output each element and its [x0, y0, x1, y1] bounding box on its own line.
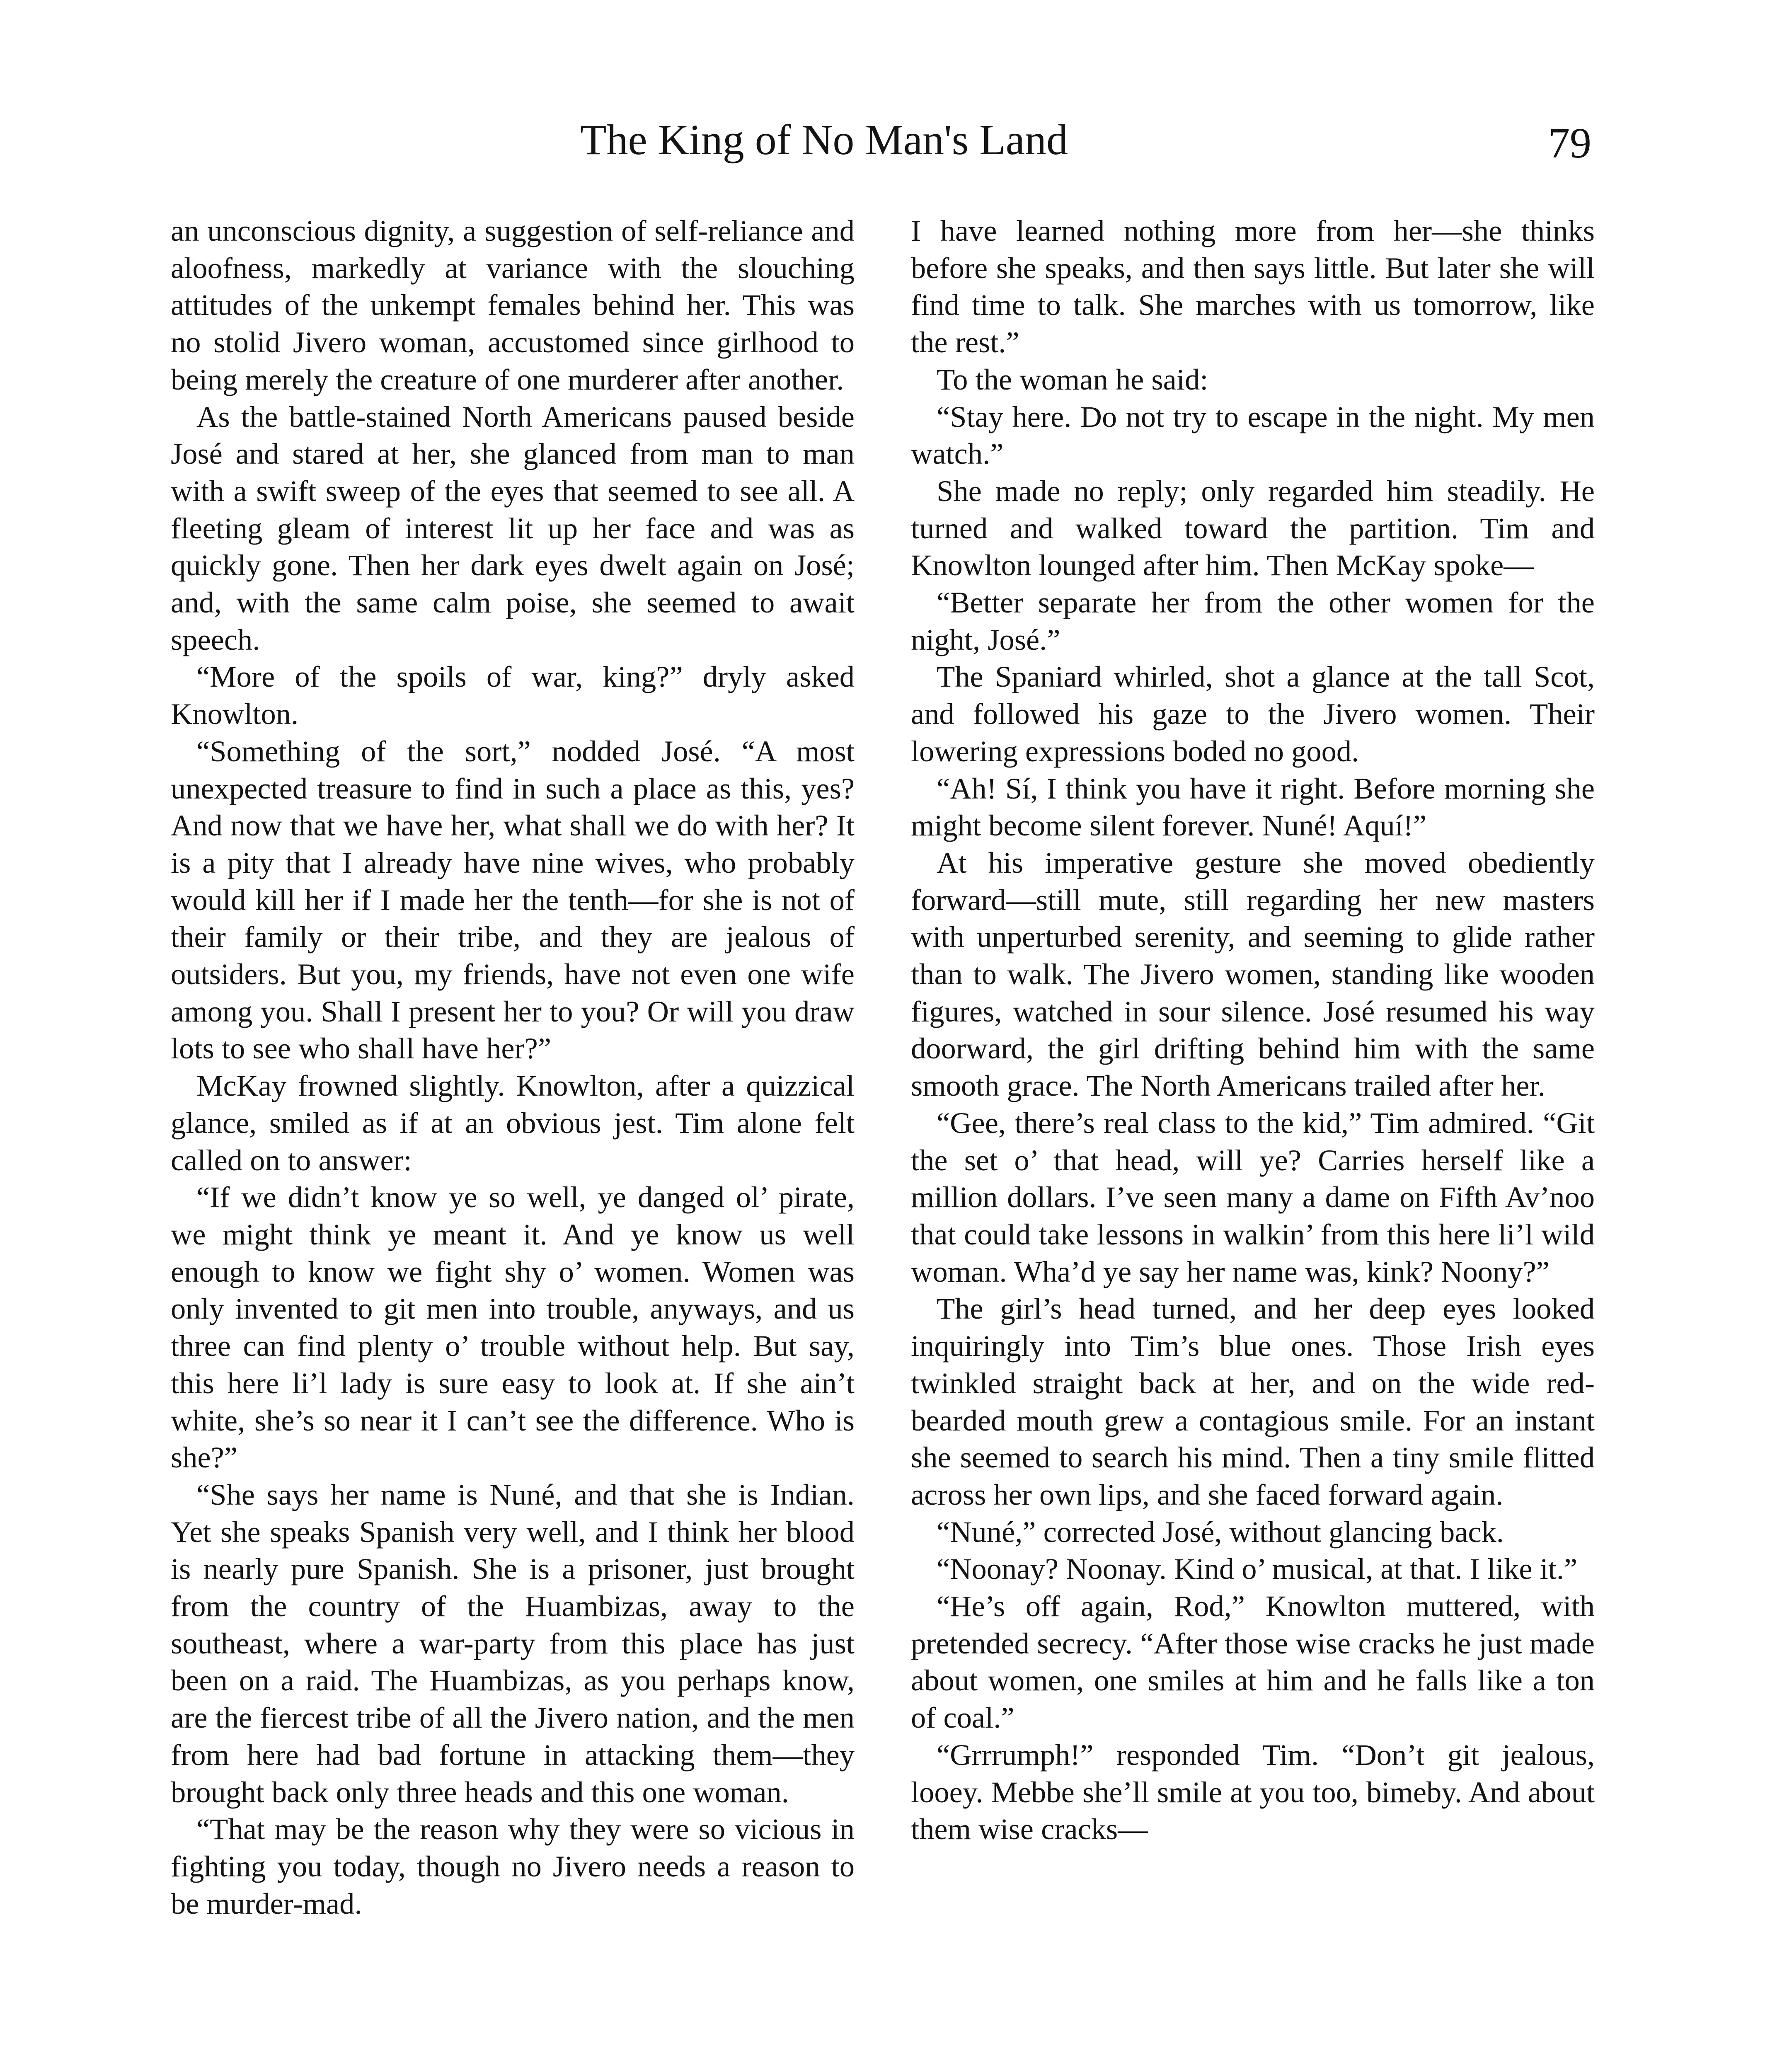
page-number: 79 [1548, 119, 1591, 167]
paragraph: “Ah! Sí, I think you have it right. Before morning she might become silent forever. Nuné! Aquí!” [911, 771, 1595, 842]
paragraph: The girl’s head turned, and her deep eyes looked inquiringly into Tim’s blue ones. Those Irish eyes twinkled straight back at her, and on the wide red-bearded mouth grew a contagious smile. For an instant she seemed to search his mind. Then a tiny smile flitted across her own lips, and she faced forward again. [911, 1292, 1595, 1511]
paragraph: “Something of the sort,” nodded José. “A most unexpected treasure to find in such a place as this, yes? And now that we have her, what shall we do with her? It is a pity that I already have nine wives, who probably would kill her if I made her the tenth—for she is not of their family or their tribe, and they are jealous of outsiders. But you, my friends, have not even one wife among you. Shall I present her to you? Or will you draw lots to see who shall have her?” [171, 734, 855, 1065]
paragraph: McKay frowned slightly. Knowlton, after a quizzical glance, smiled as if at an obvious jest. Tim alone felt called on to answer: [171, 1069, 855, 1177]
paragraph: “Grrrumph!” responded Tim. “Don’t git jealous, looey. Mebbe she’ll smile at you too, bimeby. And about them wise cracks— [911, 1738, 1595, 1846]
paragraph: I have learned nothing more from her—she thinks before she speaks, and then says little. But later she will find time to talk. She marches with us tomorrow, like the rest.” [911, 214, 1595, 359]
paragraph: “He’s off again, Rod,” Knowlton muttered, with pretended secrecy. “After those wise cracks he just made about women, one smiles at him and he falls like a ton of coal.” [911, 1589, 1595, 1735]
paragraph: To the woman he said: [937, 362, 1208, 396]
paragraph: “Nuné,” corrected José, without glancing back. [937, 1515, 1504, 1549]
paragraph: an unconscious dignity, a suggestion of self-reliance and aloofness, markedly at variance with the slouching attitudes of the unkempt females behind her. This was no stolid Jivero woman, accustomed since girlhood to being merely the creature of one murderer after another. [171, 214, 855, 396]
left-column [171, 212, 855, 1922]
paragraph: “If we didn’t know ye so well, ye danged ol’ pirate, we might think ye meant it. And ye know us well enough to know we fight shy o’ women. Women was only invented to git men into trouble, anyways, and us three can find plenty o’ trouble without help. But say, this here li’l lady is sure easy to look at. If she ain’t white, she’s so near it I can’t see the difference. Who is she?” [171, 1180, 855, 1474]
paragraph: She made no reply; only regarded him steadily. He turned and walked toward the partition. Tim and Knowlton lounged after him. Then McKay spoke— [911, 474, 1595, 582]
running-title: The King of No Man's Land [580, 116, 1068, 164]
paragraph: “Noonay? Noonay. Kind o’ musical, at that. I like it.” [937, 1552, 1578, 1586]
page-header [0, 111, 1782, 177]
paragraph: “That may be the reason why they were so vicious in fighting you today, though no Jivero needs a reason to be murder-mad. [171, 1812, 855, 1920]
paragraph: “She says her name is Nuné, and that she is Indian. Yet she speaks Spanish very well, and I think her blood is nearly pure Spanish. She is a prisoner, just brought from the country of the Huambizas, away to the southeast, where a war-party from this place has just been on a raid. The Huambizas, as you perhaps know, are the fiercest tribe of all the Jivero nation, and the men from here had bad fortune in attacking them—they brought back only three heads and this one woman. [171, 1477, 855, 1809]
paragraph: “Stay here. Do not try to escape in the night. My men watch.” [911, 399, 1595, 471]
paragraph: As the battle-stained North Americans paused beside José and stared at her, she glanced from man to man with a swift sweep of the eyes that seemed to see all. A fleeting gleam of interest lit up her face and was as quickly gone. Then her dark eyes dwelt again on José; and, with the same calm poise, she seemed to await speech. [171, 399, 855, 656]
paragraph: The Spaniard whirled, shot a glance at the tall Scot, and followed his gaze to the Jivero women. Their lowering expressions boded no good. [911, 660, 1595, 768]
paragraph: “More of the spoils of war, king?” dryly asked Knowlton. [171, 660, 855, 731]
paragraph: At his imperative gesture she moved obediently forward—still mute, still regarding her new masters with unperturbed serenity, and seeming to glide rather than to walk. The Jivero women, standing like wooden figures, watched in sour silence. José resumed his way doorward, the girl drifting behind him with the same smooth grace. The North Americans trailed after her. [911, 845, 1595, 1103]
paragraph: “Better separate her from the other women for the night, José.” [911, 586, 1595, 656]
paragraph: “Gee, there’s real class to the kid,” Tim admired. “Git the set o’ that head, will ye? Carries herself like a million dollars. I’ve seen many a dame on Fifth Av’noo that could take lessons in walkin’ from this here li’l wild woman. Wha’d ye say her name was, kink? Noony?” [911, 1106, 1595, 1288]
right-column [911, 212, 1595, 1848]
